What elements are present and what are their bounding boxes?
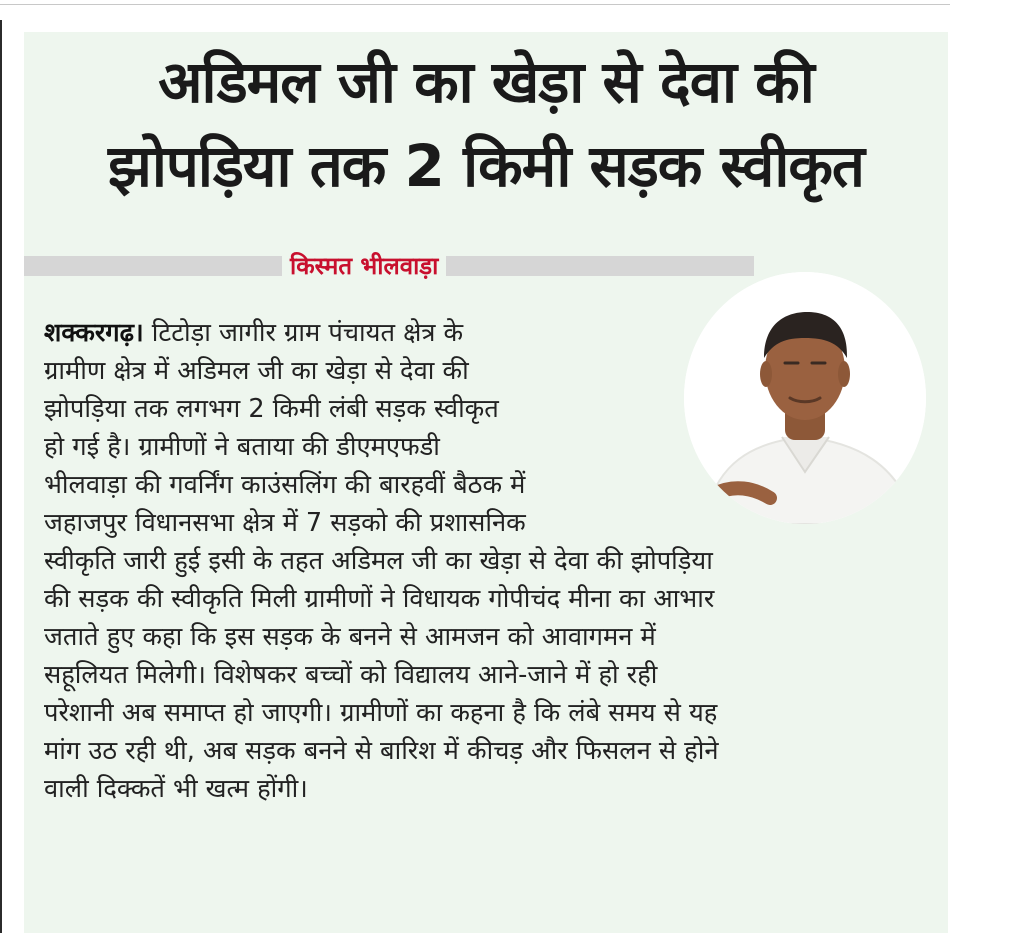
body-line-12: मांग उठ रही थी, अब सड़क बनने से बारिश में कीचड़ और फिसलन से होने xyxy=(44,736,719,766)
body-line-8: की सड़क की स्वीकृति मिली ग्रामीणों ने विधायक गोपीचंद मीना का आभार xyxy=(44,584,715,614)
top-divider xyxy=(0,4,950,5)
body-line-2: ग्रामीण क्षेत्र में अडिमल जी का खेड़ा से देवा की xyxy=(44,356,469,386)
left-column-rule xyxy=(0,20,2,933)
body-line-6: जहाजपुर विधानसभा क्षेत्र में 7 सड़को की प्रशासनिक xyxy=(44,508,526,538)
body-line-3: झोपड़िया तक लगभग 2 किमी लंबी सड़क स्वीकृत xyxy=(44,394,499,424)
dateline: शक्करगढ़। xyxy=(44,318,144,348)
body-line-4: हो गई है। ग्रामीणों ने बताया की डीएमएफडी xyxy=(44,432,440,462)
body-line-1-text: टिटोड़ा जागीर ग्राम पंचायत क्षेत्र के xyxy=(143,318,464,348)
article-body xyxy=(44,314,928,808)
headline xyxy=(24,40,948,208)
body-line-11: परेशानी अब समाप्त हो जाएगी। ग्रामीणों का कहना है कि लंबे समय से यह xyxy=(44,698,718,728)
body-line-9: जताते हुए कहा कि इस सड़क के बनने से आमजन को आवागमन में xyxy=(44,622,656,652)
body-line-1 xyxy=(44,314,928,352)
byline: किस्मत भीलवाड़ा xyxy=(282,248,446,284)
news-clipping xyxy=(24,32,948,933)
headline-line-2: झोपड़िया तक 2 किमी सड़क स्वीकृत xyxy=(108,132,864,200)
body-line-13: वाली दिक्कतें भी खत्म होंगी। xyxy=(44,774,308,804)
body-line-7: स्वीकृति जारी हुई इसी के तहत अडिमल जी का खेड़ा से देवा की झोपड़िया xyxy=(44,546,713,576)
headline-line-1: अडिमल जी का खेड़ा से देवा की xyxy=(158,48,814,116)
body-line-5: भीलवाड़ा की गवर्निंग काउंसलिंग की बारहवीं बैठक में xyxy=(44,470,526,500)
body-line-10: सहूलियत मिलेगी। विशेषकर बच्चों को विद्यालय आने-जाने में हो रही xyxy=(44,660,658,690)
